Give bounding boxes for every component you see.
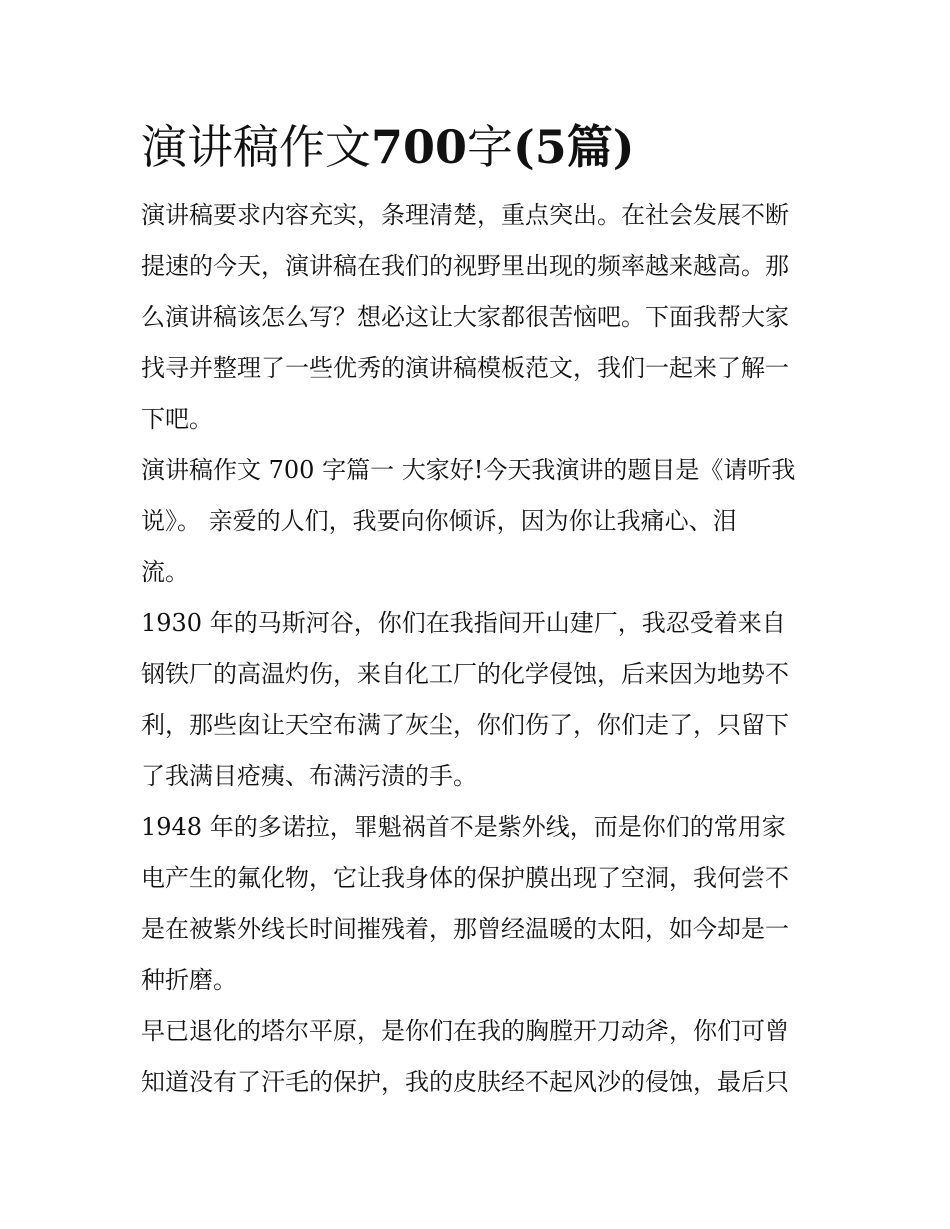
text-line: 么演讲稿该怎么写？想必这让大家都很苦恼吧。下面我帮大家 [141, 303, 789, 331]
title-suffix: (5篇) [513, 120, 635, 174]
text-line: 是在被紫外线长时间摧残着，那曾经温暖的太阳，如今却是一 [141, 915, 789, 943]
text-line: 早已退化的塔尔平原，是你们在我的胸膛开刀动斧，你们可曾 [141, 1017, 789, 1045]
title-mid: 字 [467, 120, 514, 174]
text-line: 知道没有了汗毛的保护，我的皮肤经不起风沙的侵蚀，最后只 [141, 1068, 789, 1096]
paragraph-thar-plain [141, 1006, 813, 1108]
text-line: 了我满目疮痍、布满污渍的手。 [141, 762, 477, 790]
document-title [141, 112, 813, 182]
text-line: 种折磨。 [141, 966, 237, 994]
paragraph-essay-one [141, 445, 813, 598]
text-line: 1930 年的马斯河谷，你们在我指间开山建厂，我忍受着来自 [141, 609, 786, 637]
paragraph-donora [141, 802, 813, 1006]
text-line: 流。 [141, 558, 189, 586]
text-line: 演讲稿要求内容充实，条理清楚，重点突出。在社会发展不断 [141, 201, 789, 229]
document-page [141, 112, 813, 1108]
text-line: 演讲稿作文 700 字篇一 大家好!今天我演讲的题目是《请听我 [141, 456, 796, 484]
text-line: 1948 年的多诺拉，罪魁祸首不是紫外线，而是你们的常用家 [141, 813, 786, 841]
text-line: 说》。 亲爱的人们，我要向你倾诉，因为你让我痛心、泪 [141, 507, 737, 535]
text-line: 找寻并整理了一些优秀的演讲稿模板范文，我们一起来了解一 [141, 354, 789, 382]
title-prefix: 演讲稿作文 [141, 120, 371, 174]
text-line: 下吧。 [141, 405, 213, 433]
text-line: 电产生的氟化物，它让我身体的保护膜出现了空洞，我何尝不 [141, 864, 789, 892]
paragraph-meuse-valley [141, 598, 813, 802]
text-line: 钢铁厂的高温灼伤，来自化工厂的化学侵蚀，后来因为地势不 [141, 660, 789, 688]
text-line: 提速的今天，演讲稿在我们的视野里出现的频率越来越高。那 [141, 252, 789, 280]
title-number: 700 [371, 120, 468, 174]
text-line: 利，那些囱让天空布满了灰尘，你们伤了，你们走了，只留下 [141, 711, 789, 739]
paragraph-intro [141, 190, 813, 445]
